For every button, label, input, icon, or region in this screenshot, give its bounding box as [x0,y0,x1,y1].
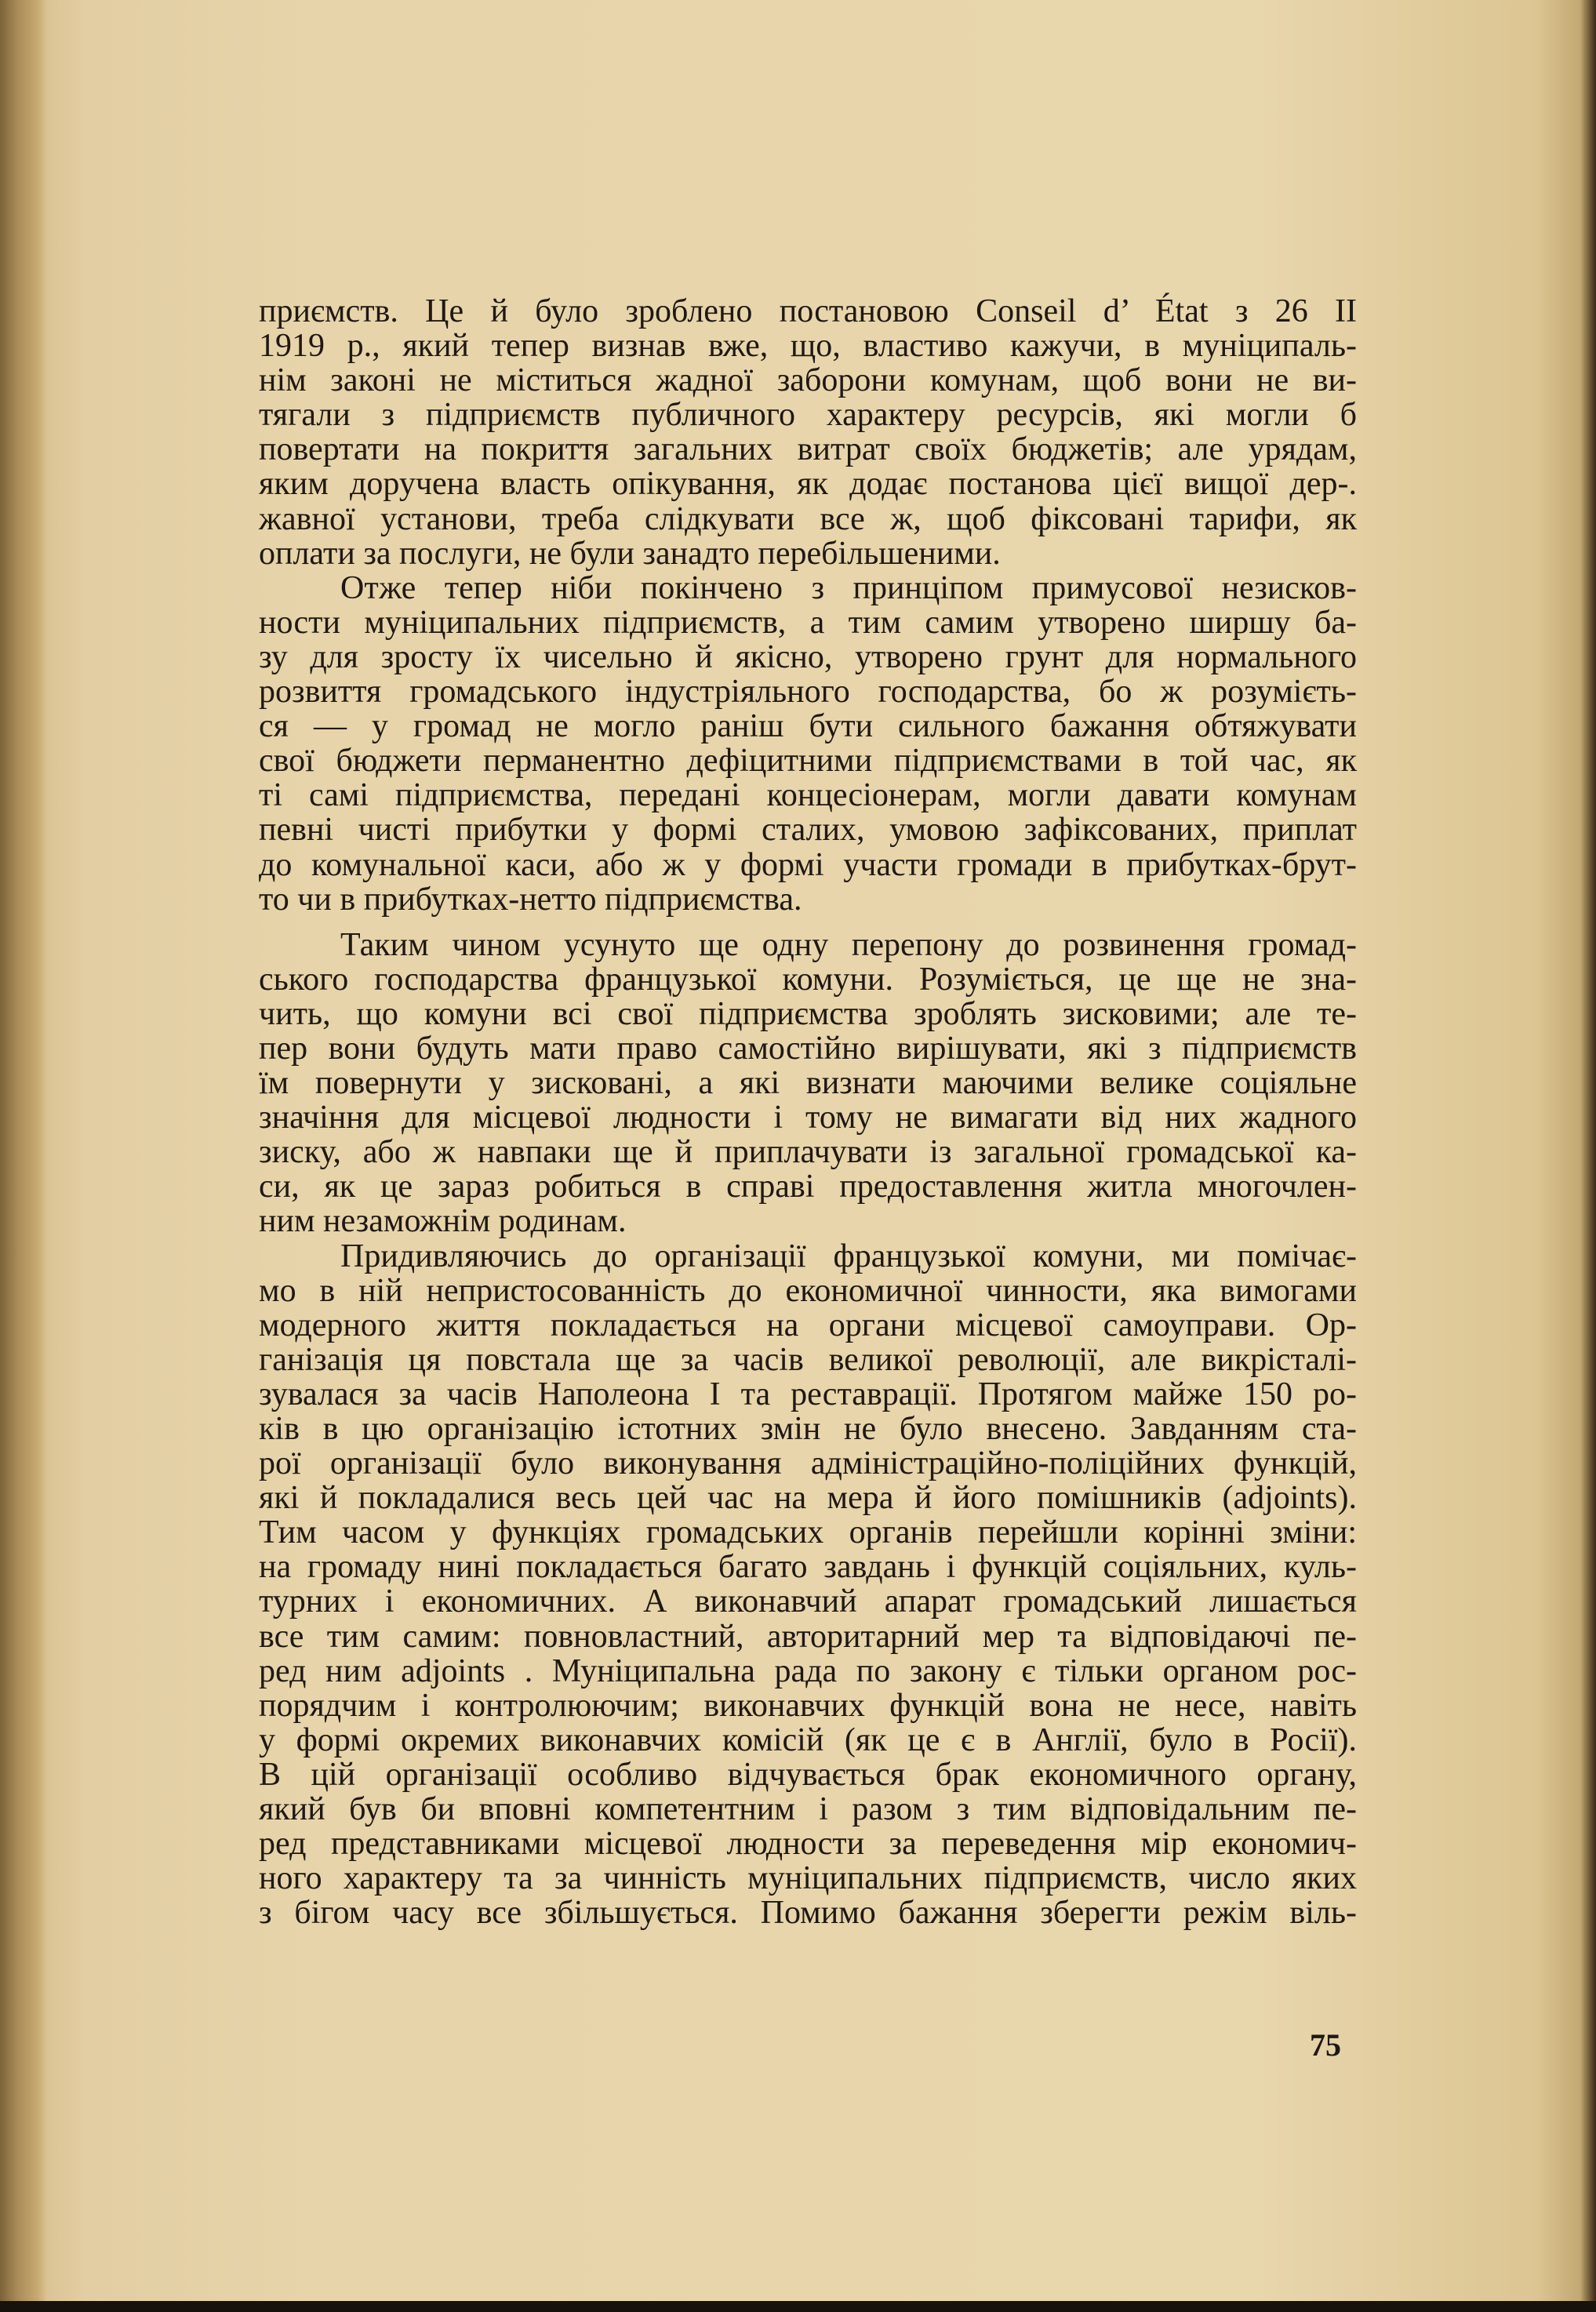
text-line: Отже тепер ніби покінчено з принціпом примусової незисков- [340,569,1357,606]
text-line: ного характеру та за чинність муніципальних підприємств, число яких [259,1860,1357,1897]
text-line: ред представниками місцевої людности за переведення мір економич- [259,1826,1357,1863]
text-line: Придивляючись до організації французької комуни, ми помічає- [340,1238,1357,1274]
paragraph [259,294,1357,571]
text-line: 1919 р., який тепер визнав вже, що, властиво кажучи, в муніципаль- [259,328,1357,365]
text-line: їм повернути у зисковані, а які визнати маючими велике соціяльне [259,1065,1357,1102]
paragraph [259,1239,1357,1931]
text-line: В цій організації особливо відчувається брак економичного органу, [259,1756,1357,1793]
text-line: які й покладалися весь цей час на мера й його помішників (adjoints). [259,1480,1357,1517]
text-line: у формі окремих виконавчих комісій (як це є в Англії, було в Росії). [259,1721,1357,1758]
text-line: ред ним adjoints . Муніципальна рада по закону є тільки органом рос- [259,1652,1357,1689]
text-line: з бігом часу все збільшується. Помимо бажання зберегти режім віль- [259,1895,1357,1932]
page-number: 75 [1310,2027,1341,2063]
text-line: яким доручена власть опікування, як додає постанова цієї вищої дер-. [259,466,1357,503]
text-line: ним незаможнім родинам. [259,1203,627,1240]
text-line: зувалася за часів Наполеона І та реставрації. Протягом майже 150 ро- [259,1376,1357,1412]
text-line: значіння для місцевої людности і тому не вимагати від них жадного [259,1100,1357,1136]
page-right-edge [1580,0,1596,2312]
paragraph-gap [259,917,1357,928]
body-text [259,294,1357,1930]
text-line: турних і економичних. А виконавчий апарат громадський лишається [259,1583,1357,1620]
text-line: пер вони будуть мати право самостійно вирішувати, які з підприємств [259,1030,1357,1067]
text-line: приємств. Це й було зроблено постановою Conseil d’ État з 26 ІІ [259,293,1357,329]
text-line: ті самі підприємства, передані концесіонерам, могли давати комунам [259,777,1357,814]
page-bottom-edge [0,2301,1596,2312]
text-line: модерного життя покладається на органи місцевої самоуправи. Ор- [259,1307,1357,1343]
text-line: то чи в прибутках-нетто підприємства. [259,881,802,918]
text-line: ського господарства французької комуни. Розуміється, це ще не зна- [259,961,1357,998]
text-line: ганізація ця повстала ще за часів великої революції, але викрісталі- [259,1341,1357,1378]
text-line: тягали з підприємств публичного характеру ресурсів, які могли б [259,397,1357,434]
paragraph [259,928,1357,1239]
text-line: який був би вповні компетентним і разом з тим відповідальним пе- [259,1791,1357,1828]
text-line: Тим часом у функціях громадських органів перейшли корінні зміни: [259,1514,1357,1551]
text-line: ности муніципальних підприємств, а тим самим утворено ширшу ба- [259,604,1357,641]
text-line: жавної установи, треба слідкувати все ж, щоб фіксовані тарифи, як [259,500,1357,537]
text-line: зу для зросту їх чисельно й якісно, утворено грунт для нормального [259,638,1357,675]
text-line: нім законі не міститься жадної заборони комунам, щоб вони не ви- [259,362,1357,399]
text-line: все тим самим: повновластний, авторитарний мер та відповідаючі пе- [259,1618,1357,1655]
book-binding-shadow [0,0,47,2312]
text-line: чить, що комуни всі свої підприємства зроблять зисковими; але те- [259,995,1357,1032]
text-line: розвиття громадського індустріяльного господарства, бо ж розумієть- [259,674,1357,711]
text-line: си, як це зараз робиться в справі предоставлення житла многочлен- [259,1169,1357,1205]
text-line: мо в ній непристосованність до економичної чинности, яка вимогами [259,1272,1357,1309]
text-line: ків в цю організацію істотних змін не було внесено. Завданням ста- [259,1411,1357,1447]
text-line: до комунальної каси, або ж у формі участи громади в прибутках-брут- [259,846,1357,883]
paragraph [259,571,1357,917]
text-line: оплати за послуги, не були занадто перебільшеними. [259,535,1001,572]
text-line: певні чисті прибутки у формі сталих, умовою зафіксованих, приплат [259,812,1357,849]
text-line: порядчим і контролюючим; виконавчих функцій вона не несе, навіть [259,1687,1357,1724]
text-line: ся — у громад не могло раніш бути сильного бажання обтяжувати [259,708,1357,745]
text-line: свої бюджети перманентно дефіцитними підприємствами в той час, як [259,743,1357,780]
text-line: Таким чином усунуто ще одну перепону до розвинення громад- [340,926,1357,963]
text-line: на громаду нині покладається багато завдань і функцій соціяльних, куль- [259,1549,1357,1586]
text-line: зиску, або ж навпаки ще й приплачувати із загальної громадської ка- [259,1134,1357,1171]
text-line: повертати на покриття загальних витрат своїх бюджетів; але урядам, [259,431,1357,468]
text-line: рої організації було виконування адміністраційно-поліційних функцій, [259,1445,1357,1482]
